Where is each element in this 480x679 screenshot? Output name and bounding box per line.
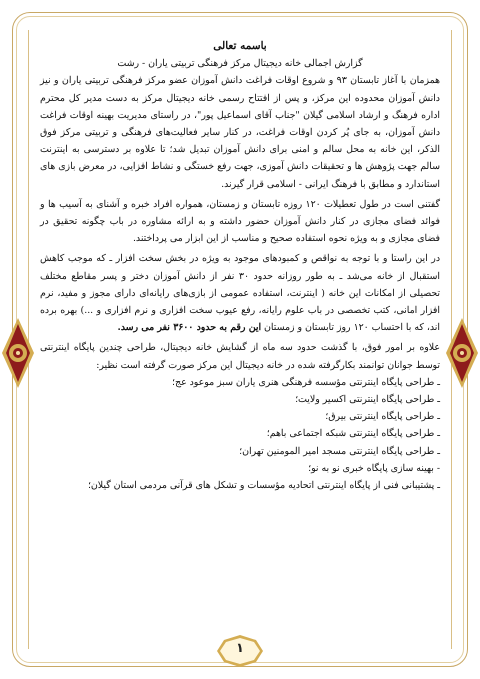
paragraph-statistics bbox=[40, 250, 440, 336]
document-body bbox=[40, 38, 440, 494]
list-item: ـ طراحی پایگاه اینترنتی اکسیر ولایت؛ bbox=[295, 394, 440, 406]
paragraph-consulting: گفتنی است در طول تعطیلات ۱۲۰ روزه تابستان و زمستان، همواره افراد خبره و آشنای به آسیب ها و فوائد فضای مجازی در کنار دانش آموزان حضور داشته و به ارائه مشاوره در باب چگونه تحقیق در فضای مجازی و به ویژه نحوه استفاده صحیح و مناسب از این ابزار می پرداختند. bbox=[40, 198, 440, 245]
list-item: ـ طراحی پایگاه اینترنتی مسجد امیر المومنین تهران؛ bbox=[239, 445, 440, 457]
list-item: ـ طراحی پایگاه اینترنتی بیرق؛ bbox=[325, 411, 440, 423]
right-ornament-icon bbox=[445, 318, 479, 388]
statistics-highlight: این رقم به حدود ۳۶۰۰ نفر می رسد. bbox=[117, 322, 262, 334]
paragraph-intro: همزمان با آغاز تابستان ۹۳ و شروع اوقات فراغت دانش آموزان عضو مرکز فرهنگی تربیتی یاران و نیز دانش آموزان محدوده این مرکز، و پس از افتتاح رسمی خانه دیجیتال مرکز به دست مدیر کل محترم اداره فرهنگ و ارشاد اسلامی گیلان "جناب آقای اسماعیل پور"، در راستای مدیریت بهینه اوقات فراغت دانش آموزان، به جای پُر کردن اوقات فراغت، در کنار سایر فعالیت‌های فرهنگی و تربیتی مرکز فوق الذکر، این خانه به محل سالم و امنی برای دانش آموزان تبدیل شد؛ تا علاوه بر دسترسی به اینترنت سالم جهت پژوهش ها و تحقیقات دانش آموزی، جهت رفع خستگی و نشاط افزایی، در معرض بازی های استاندارد و مطابق با فرهنگ ایرانی - اسلامی قرار گیرند. bbox=[40, 75, 440, 190]
list-item: - بهینه سازی پایگاه خبری نو به نو؛ bbox=[308, 462, 440, 474]
left-ornament-icon bbox=[1, 318, 35, 388]
page-number: ۱ bbox=[236, 641, 244, 656]
list-item: ـ طراحی پایگاه اینترنتی مؤسسه فرهنگی هنری یاران سبز موعود عج؛ bbox=[172, 376, 440, 388]
paragraph-statistics-text: در این راستا و با توجه به نواقص و کمبودهای موجود به ویژه در بخش سخت افزار ـ که موجب کاهش استقبال از خانه می‌شد ـ به طور روزانه حدود ۳۰ نفر از دانش آموزان دختر و پسر مقاطع مختلف تحصیلی از امکانات این خانه ( اینترنت، استفاده عمومی از بازی‌های رایانه‌ای دارای مجوز و مفید، نرم افزار امانی، کتب تخصصی در باب علوم رایانه، رفع عیوب سخت افزاری و نرم افزاری و ...) بهره برده اند، که با احتساب ۱۲۰ روز تابستان و زمستان bbox=[40, 253, 440, 334]
paragraph-websites: علاوه بر امور فوق، با گذشت حدود سه ماه از گشایش خانه دیجیتال، طراحی چندین پایگاه اینترنتی توسط جوانان توانمند بکارگرفته شده در خانه دیجیتال این مرکز صورت گرفته است نظیر: bbox=[40, 342, 440, 371]
list-item: ـ طراحی پایگاه اینترنتی شبکه اجتماعی باهم؛ bbox=[266, 428, 440, 440]
page-number-badge bbox=[216, 634, 264, 668]
report-subtitle: گزارش اجمالی خانه دیجیتال مرکز فرهنگی تربیتی یاران - رشت bbox=[117, 58, 363, 70]
list-item: ـ پشتیبانی فنی از پایگاه اینترنتی اتحادیه مؤسسات و تشکل های قرآنی مردمی استان گیلان؛ bbox=[87, 480, 440, 492]
page-title: باسمه تعالی bbox=[213, 40, 267, 52]
